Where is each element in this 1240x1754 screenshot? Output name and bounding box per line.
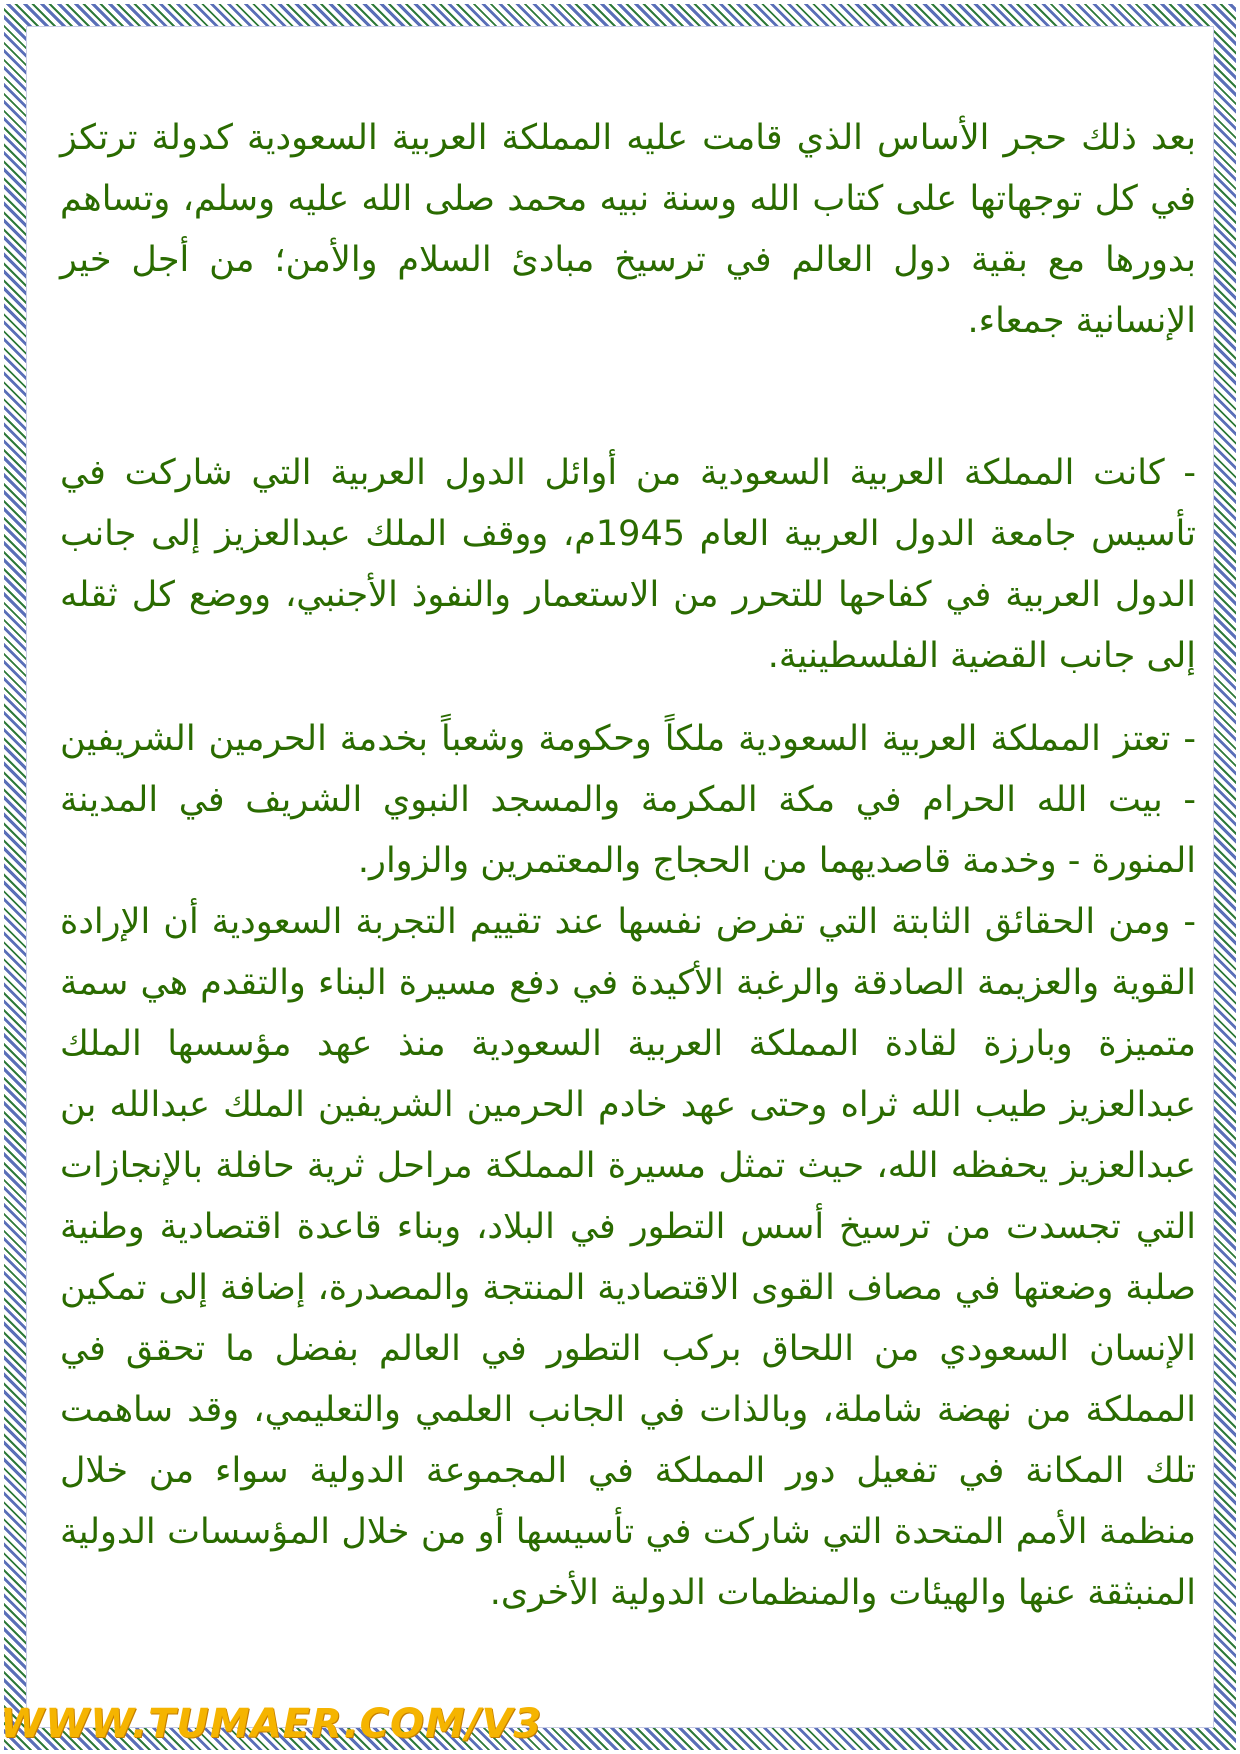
article-body — [60, 108, 1196, 1624]
paragraph-1: بعد ذلك حجر الأساس الذي قامت عليه المملكة العربية السعودية كدولة ترتكز في كل توجهاتها على كتاب الله وسنة نبيه محمد صلى الله عليه وسلم، وتساهم بدورها مع بقية دول العالم في ترسيخ مبادئ السلام والأمن؛ من أجل خير الإنسانية جمعاء. — [60, 118, 1196, 341]
site-watermark: WWW.TUMAER.COM/V3 — [0, 1701, 543, 1747]
paragraph-2: - كانت المملكة العربية السعودية من أوائل الدول العربية التي شاركت في تأسيس جامعة الدول العربية العام 1945م، ووقف الملك عبدالعزيز إلى جانب الدول العربية في كفاحها للتحرر من الاستعمار والنفوذ الأجنبي، ووضع كل ثقله إلى جانب القضية الفلسطينية. — [60, 453, 1196, 676]
paragraph-4: - ومن الحقائق الثابتة التي تفرض نفسها عند تقييم التجربة السعودية أن الإرادة القوية والعزيمة الصادقة والرغبة الأكيدة في دفع مسيرة البناء والتقدم هي سمة متميزة وبارزة لقادة المملكة العربية السعودية منذ عهد مؤسسها الملك عبدالعزيز طيب الله ثراه وحتى عهد خادم الحرمين الشريفين الملك عبدالله بن عبدالعزيز يحفظه الله، حيث تمثل مسيرة المملكة مراحل ثرية حافلة بالإنجازات التي تجسدت من ترسيخ أسس التطور في البلاد، وبناء قاعدة اقتصادية وطنية صلبة وضعتها في مصاف القوى الاقتصادية المنتجة والمصدرة، إضافة إلى تمكين الإنسان السعودي من اللحاق بركب التطور في العالم بفضل ما تحقق في المملكة من نهضة شاملة، وبالذات في الجانب العلمي والتعليمي، وقد ساهمت تلك المكانة في تفعيل دور المملكة في المجموعة الدولية سواء من خلال منظمة الأمم المتحدة التي شاركت في تأسيسها أو من خلال المؤسسات الدولية المنبثقة عنها والهيئات والمنظمات الدولية الأخرى. — [60, 902, 1196, 1613]
paragraph-3: - تعتز المملكة العربية السعودية ملكاً وحكومة وشعباً بخدمة الحرمين الشريفين - بيت الله الحرام في مكة المكرمة والمسجد النبوي الشريف في المدينة المنورة - وخدمة قاصديهما من الحجاج والمعتمرين والزوار. — [60, 719, 1196, 881]
